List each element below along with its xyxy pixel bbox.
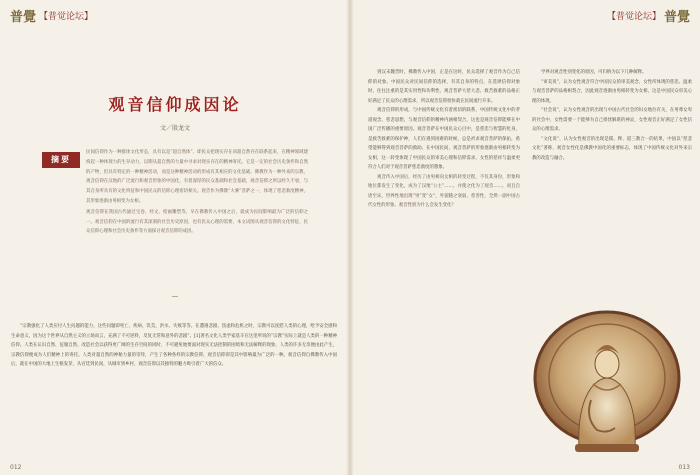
abstract-paragraph: 观音信仰在我国古代通过宝卷、经文、绘画雕塑等，早在佛教传入中国之后，就成为民间影响最为广泛的信仰之一。观音信仰在中国的流行有其深刻的社会历史原因，也有民众心理的需要，本文试图从观音信仰的文化特征、民众信仰心理和社会历史条件等方面探讨观音信仰的成因。 <box>86 209 308 235</box>
body-paragraph: “社会说”，认为女性观音的出现与中国古代社会的妇女地位有关，在男尊女卑的社会中，女性需要一个能够为自己排忧解难的神灵，女性观音正好满足了女性信众的心理需求。 <box>532 108 692 132</box>
body-column-1 <box>368 68 520 458</box>
body-paragraph: 观音信仰的形成，与中国传统文化有着密切的联系，中国传统文化中的孝道观念、慈悲思想，与观音信仰的精神内涵相契合，这也是观音信仰能够在中国广泛传播的重要原因。观音菩萨在中国民众心目中，是慈悲与智慧的化身，是救苦救难的保护神，人们在遇到困难的时候，总是祈求观音菩萨的保佑，希望能够得到观音菩萨的救助。在中国民间，观音菩萨的形象逐渐由男相转变为女相，这一转变体现了中国民众的审美心理和信仰需求，女性的慈祥与温柔更符合人们对于观音菩萨慈悲救度的想象。 <box>368 108 520 170</box>
statue-base <box>575 444 639 452</box>
running-head-right <box>607 6 690 25</box>
journal-logo: 普覺 <box>663 10 690 25</box>
abstract-tag: 摘要 <box>42 152 80 168</box>
abstract-box <box>42 146 308 278</box>
running-head-left <box>10 6 93 25</box>
journal-logo: 普覺 <box>10 10 37 25</box>
body-paragraph: 观音传入中国后，经历了由男相向女相的转变过程，不仅其身份，形象和地位都发生了变化，成为了汉地“公主”……，并使之化为了观音……，而且自唐至宋，世界性地出现“男”变“女”，外貌随之衰弱，慈善性，全然一副中国古代女性的形象。观音性别为什么会发生变化？ <box>368 174 520 208</box>
body-paragraph: 到汉末魏晋时，佛教传入中国，正是在这时，民众选择了观音作为自己信仰的对象。中国民众对民间信仰的选择，有其自身的特点，在选择信仰对象时，往往注重的是其实用性和功利性，观音菩萨大慈大悲、救苦救难的品格正好满足了民众的心理需求，所以观音信仰很快就在民间流行开来。 <box>368 70 520 104</box>
guanyin-statue-image <box>527 308 687 458</box>
body-paragraph: “文化说”，认为女性观音的出现是儒、释、道三教合一的结果，中国以“慈悲文化”著称，观音女性化是佛教中国化的重要标志，体现了中国传统文化对外来宗教的改造与融合。 <box>532 136 692 161</box>
abstract-paragraph: 民间信仰作为一种群体文化形态，具有以是“超自然体”、即民众把现实存在同超自然存在联系起来，在精神领域建构起一种体现力的生存动力，以期从超自然的力量中寻求对现实存在的精神寄托。它是一定的社会历史条件和自然的产物，但具有特定的一种精神活动，而是这种精神活动的形成有其相应的文化基础。佛教作为一种外来的宗教，观音信仰在汉地的广泛流行和观音形象的中国化，有着深厚的民众基础和社会基础，观音信仰之所以经久不衰，与其自身所具有的文化特征和中国民众的信仰心理密切相关。观音作为佛教“大乘”菩萨之一，体现了慈悲救度精神，其形象逐渐由男相变为女相。 <box>86 150 308 204</box>
article-title: 观音信仰成因论 <box>108 95 242 114</box>
section-label: 【普觉论坛】 <box>39 12 94 22</box>
body-paragraph: “审美说”，认为女性观音符合中国民众的审美观念，女性所体现的慈悲、温柔与观音菩萨的品格相契合，因此观音逐渐由男相转变为女相，这是中国民众审美心理的体现。 <box>532 79 692 104</box>
body-column-2 <box>532 68 692 328</box>
statue-head <box>595 350 619 378</box>
body-paragraph: 学界对观音性别变化的原因，可归纳为以下几种解释。 <box>541 70 647 75</box>
body-text-left <box>11 322 337 370</box>
abstract-text <box>86 148 308 238</box>
page-number-right: 013 <box>678 464 690 471</box>
page-number-left: 012 <box>10 464 22 471</box>
body-paragraph: “宗教强化了人类应付人生问题的能力，这些问题即死亡、疾病、饥荒、洪水、失败等等。在遭遇悲剧、焦虑和危机之时，宗教可以抚慰人类的心理，给予安全感和生命意义，因为这个世界从自然主义的立场而言，充满了不可逆料，反复无常和意外的悲剧”。[1]著名文化人类学家基辛在这里所说的“宗教”实际上就是人类的一种精神信仰。人类在认识自然、征服自然、改造社会以获得更广阔的生存空间的同时，不可避免地要面对现实无法控制的困境和无法解释的现象，人类的许多无奈便由此产生，宗教信仰便成为人们精神上的寄托。人类对超自然的神秘力量的崇拜，产生了各种各样的宗教信仰，观音信仰即是其中影响最为广泛的一种。观音信仰自佛教传入中国后，就在中国的大地上生根发芽，从宫廷到民间，从城市到乡村，观音信仰以其独特的魅力吸引着广大的信众。 <box>11 324 337 368</box>
article-author: 文／殷龙文 <box>159 125 190 132</box>
section-label: 【普觉论坛】 <box>606 12 661 22</box>
section-divider <box>172 296 178 297</box>
page-gutter <box>346 0 354 475</box>
